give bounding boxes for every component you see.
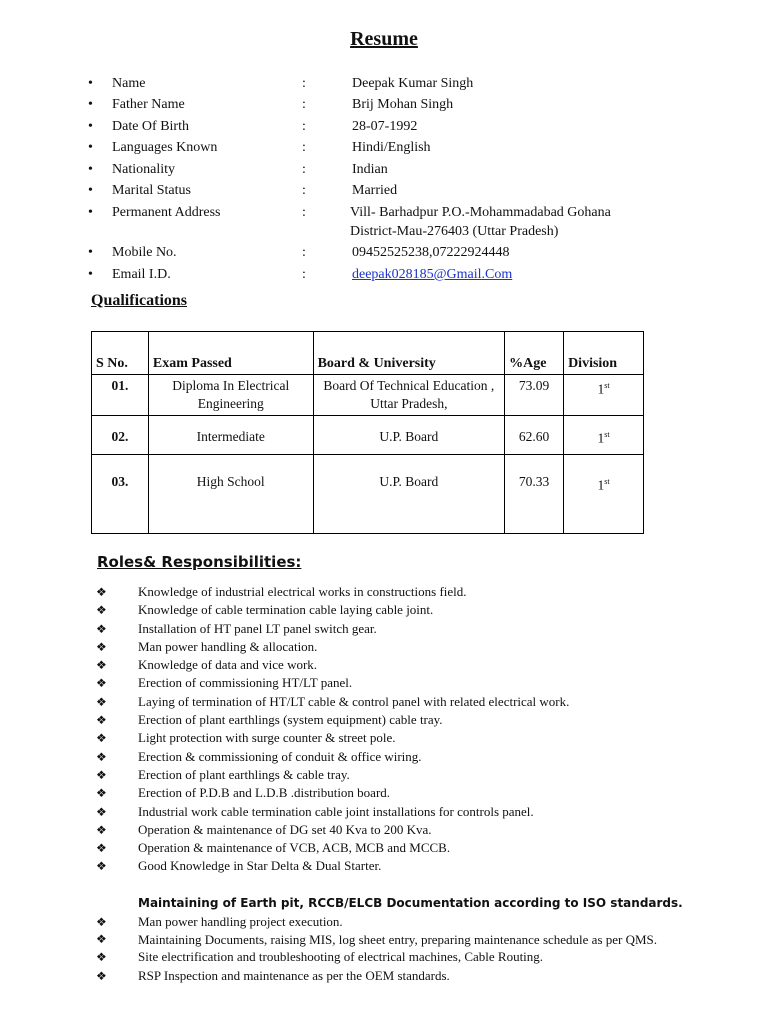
list-item-text: Knowledge of industrial electrical works in constructions field.	[138, 584, 467, 599]
list-item	[96, 967, 696, 985]
list-item	[96, 638, 696, 656]
bullet-icon: •	[88, 267, 93, 282]
colon-separator: :	[302, 97, 306, 112]
roles-list	[96, 583, 696, 876]
roles-list-secondary	[96, 913, 696, 985]
info-label: Date Of Birth	[112, 119, 189, 134]
info-row-email	[88, 266, 688, 283]
roles-heading: Roles& Responsibilities:	[97, 553, 302, 571]
info-row-languages	[88, 139, 688, 156]
info-row-father-name	[88, 96, 688, 113]
cell-exam: High School	[148, 455, 313, 534]
info-row-dob	[88, 118, 688, 135]
list-item	[96, 620, 696, 638]
bullet-icon: •	[88, 97, 93, 112]
bullet-icon: •	[88, 245, 93, 260]
bullet-icon: •	[88, 119, 93, 134]
diamond-bullet-icon: ❖	[96, 603, 107, 618]
diamond-bullet-icon: ❖	[96, 932, 107, 947]
info-label: Mobile No.	[112, 245, 177, 260]
diamond-bullet-icon: ❖	[96, 694, 107, 709]
diamond-bullet-icon: ❖	[96, 859, 107, 874]
division-suffix: st	[604, 429, 610, 439]
info-value: 28-07-1992	[352, 119, 418, 134]
colon-separator: :	[302, 162, 306, 177]
info-row-nationality	[88, 161, 688, 178]
list-item	[96, 913, 696, 931]
diamond-bullet-icon: ❖	[96, 676, 107, 691]
table-row	[92, 455, 644, 534]
list-item	[96, 674, 696, 692]
list-item-text: Operation & maintenance of VCB, ACB, MCB and MCCB.	[138, 840, 451, 856]
diamond-bullet-icon: ❖	[96, 767, 107, 782]
cell-division	[564, 455, 644, 534]
list-item	[96, 601, 696, 619]
resume-title: Resume	[350, 28, 418, 50]
list-item-text: Man power handling project execution.	[138, 914, 343, 929]
list-item	[96, 784, 696, 802]
list-item	[96, 656, 696, 674]
info-value: Married	[352, 183, 398, 198]
bullet-icon: •	[88, 162, 93, 177]
diamond-bullet-icon: ❖	[96, 731, 107, 746]
list-item-text: Knowledge of cable termination cable laying cable joint.	[138, 602, 434, 618]
list-item	[96, 766, 696, 784]
info-value: Hindi/English	[352, 140, 431, 155]
diamond-bullet-icon: ❖	[96, 786, 107, 801]
cell-sno: 01.	[92, 375, 149, 416]
cell-percentage: 70.33	[505, 455, 564, 534]
email-link[interactable]: deepak028185@Gmail.Com	[352, 267, 513, 282]
info-label: Languages Known	[112, 140, 218, 155]
bullet-icon: •	[88, 183, 93, 198]
list-item-text: Site electrification and troubleshooting of electrical machines, Cable Routing.	[138, 949, 544, 965]
colon-separator: :	[302, 205, 306, 220]
column-header: Board & University	[313, 332, 505, 375]
list-item	[96, 931, 696, 948]
cell-exam: Intermediate	[148, 416, 313, 455]
list-item-text: Erection of P.D.B and L.D.B .distribution board.	[138, 785, 391, 801]
cell-sno: 03.	[92, 455, 149, 534]
info-value: Brij Mohan Singh	[352, 97, 454, 112]
list-item-text: Erection of commissioning HT/LT panel.	[138, 675, 353, 691]
list-item-text: Man power handling & allocation.	[138, 638, 318, 654]
info-row-marital-status	[88, 182, 688, 199]
info-label: Name	[112, 76, 146, 91]
info-row-mobile	[88, 244, 688, 261]
list-item-text: Knowledge of data and vice work.	[138, 657, 318, 673]
list-item	[96, 729, 696, 747]
list-item-text: Laying of termination of HT/LT cable & control panel with related electrical work.	[138, 693, 570, 709]
list-item-text: Erection of plant earthlings & cable tray.	[138, 766, 350, 782]
info-value: Indian	[352, 162, 388, 177]
diamond-bullet-icon: ❖	[96, 915, 107, 929]
column-header: Exam Passed	[148, 332, 313, 375]
info-value: 09452525238,07222924448	[352, 245, 510, 260]
qualifications-table	[91, 331, 644, 534]
diamond-bullet-icon: ❖	[96, 968, 107, 983]
division-value: 1	[597, 477, 605, 493]
cell-exam: Diploma In Electrical Engineering	[148, 375, 313, 416]
diamond-bullet-icon: ❖	[96, 639, 107, 654]
diamond-bullet-icon: ❖	[96, 749, 107, 764]
column-header: Division	[564, 332, 644, 375]
division-value: 1	[597, 430, 605, 446]
list-item-text: Industrial work cable termination cable joint installations for controls panel.	[138, 803, 534, 819]
info-row-name	[88, 75, 688, 92]
list-item-text: RSP Inspection and maintenance as per the OEM standards.	[138, 967, 450, 983]
list-item	[96, 839, 696, 857]
list-item	[96, 803, 696, 821]
list-item-text: Operation & maintenance of DG set 40 Kva to 200 Kva.	[138, 821, 432, 837]
column-header: %Age	[505, 332, 564, 375]
diamond-bullet-icon: ❖	[96, 822, 107, 837]
diamond-bullet-icon: ❖	[96, 658, 107, 673]
info-label: Nationality	[112, 162, 175, 177]
list-item-text: Erection of plant earthlings (system equipment) cable tray.	[138, 712, 443, 728]
colon-separator: :	[302, 183, 306, 198]
info-label: Father Name	[112, 97, 185, 112]
bullet-icon: •	[88, 205, 93, 220]
cell-division	[564, 416, 644, 455]
info-label: Marital Status	[112, 183, 191, 198]
info-label: Email I.D.	[112, 267, 171, 282]
cell-board: Board Of Technical Education , Uttar Pradesh,	[313, 375, 505, 416]
diamond-bullet-icon: ❖	[96, 804, 107, 819]
cell-board: U.P. Board	[313, 416, 505, 455]
list-item	[96, 583, 696, 601]
list-item-text: Good Knowledge in Star Delta & Dual Starter.	[138, 858, 382, 874]
qualifications-heading: Qualifications	[91, 292, 188, 309]
info-row-address	[88, 204, 688, 240]
colon-separator: :	[302, 267, 306, 282]
table-row	[92, 375, 644, 416]
list-item-text: Erection & commissioning of conduit & office wiring.	[138, 748, 422, 764]
division-suffix: st	[604, 381, 610, 390]
colon-separator: :	[302, 119, 306, 134]
bullet-icon: •	[88, 76, 93, 91]
list-item-text: Light protection with surge counter & street pole.	[138, 730, 396, 746]
list-item	[96, 948, 696, 966]
colon-separator: :	[302, 76, 306, 91]
table-header-row	[92, 332, 644, 375]
cell-percentage: 73.09	[505, 375, 564, 416]
info-value: Deepak Kumar Singh	[352, 76, 474, 91]
diamond-bullet-icon: ❖	[96, 841, 107, 856]
info-label: Permanent Address	[112, 205, 221, 220]
diamond-bullet-icon: ❖	[96, 585, 107, 599]
cell-board: U.P. Board	[313, 455, 505, 534]
list-item	[96, 711, 696, 729]
list-item	[96, 748, 696, 766]
cell-percentage: 62.60	[505, 416, 564, 455]
info-value: Vill- Barhadpur P.O.-Mohammadabad Gohana District-Mau-276403 (Uttar Pradesh)	[350, 205, 611, 239]
bullet-icon: •	[88, 140, 93, 155]
cell-sno: 02.	[92, 416, 149, 455]
table-row	[92, 416, 644, 455]
division-suffix: st	[604, 477, 610, 486]
column-header: S No.	[92, 332, 149, 375]
cell-division	[564, 375, 644, 416]
diamond-bullet-icon: ❖	[96, 950, 107, 965]
list-item	[96, 821, 696, 839]
earth-pit-subheading: Maintaining of Earth pit, RCCB/ELCB Documentation according to ISO standards.	[138, 896, 683, 910]
list-item-text: Maintaining Documents, raising MIS, log sheet entry, preparing maintenance schedule as per QMS.	[138, 932, 658, 948]
colon-separator: :	[302, 245, 306, 260]
diamond-bullet-icon: ❖	[96, 621, 107, 636]
list-item-text: Installation of HT panel LT panel switch gear.	[138, 620, 377, 636]
list-item	[96, 693, 696, 711]
division-value: 1	[597, 381, 605, 397]
diamond-bullet-icon: ❖	[96, 713, 107, 728]
list-item	[96, 857, 696, 875]
colon-separator: :	[302, 140, 306, 155]
